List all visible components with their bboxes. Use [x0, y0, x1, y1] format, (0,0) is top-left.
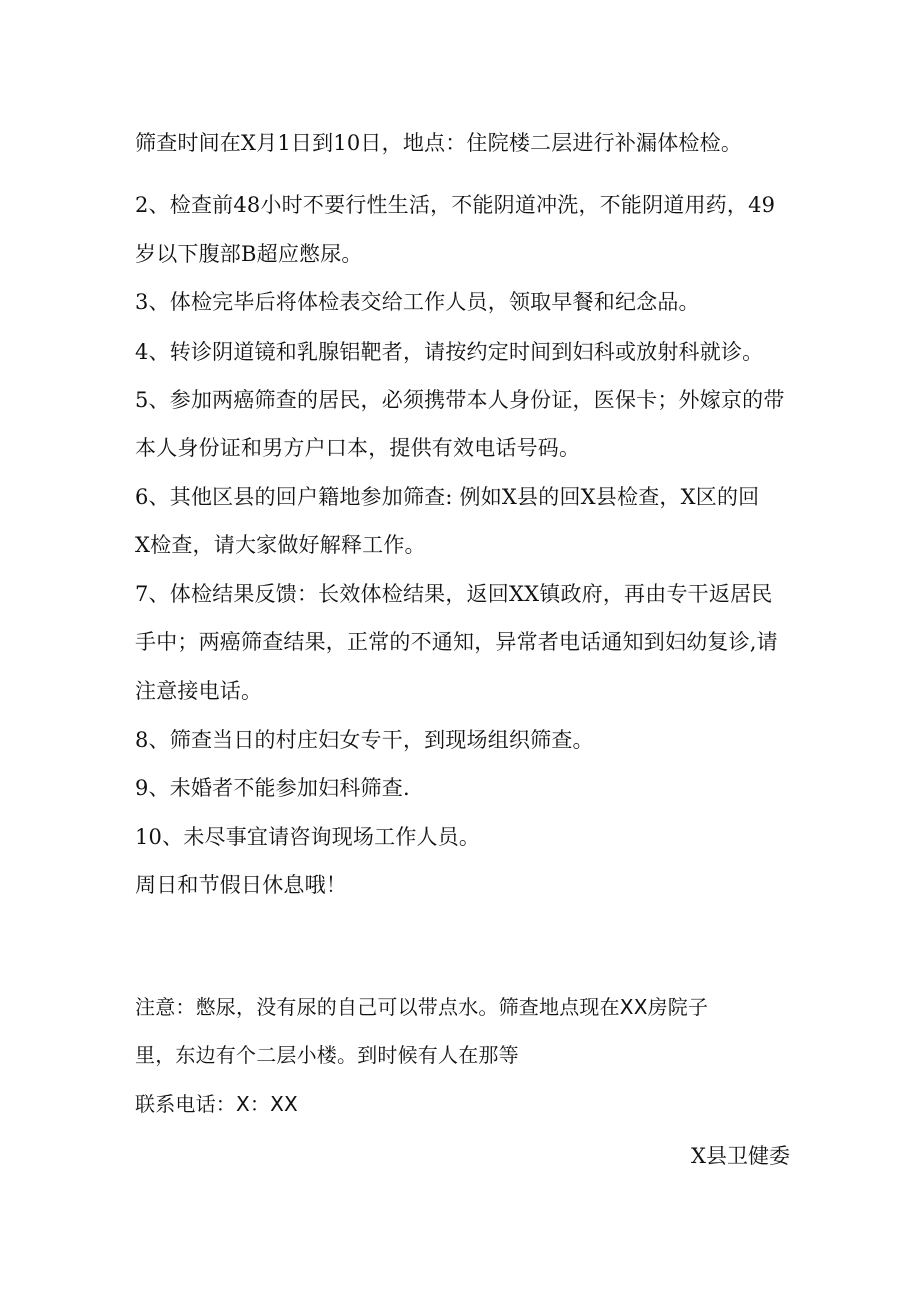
text-line-schedule: 筛查时间在X月1日到10日，地点：住院楼二层进行补漏体检检。 [135, 131, 743, 155]
contact-phone: 联系电话：X：XX [135, 1092, 298, 1116]
text-line-item-3: 3、体检完毕后将体检表交给工作人员，领取早餐和纪念品。 [135, 290, 700, 314]
text-line-item-4: 4、转诊阴道镜和乳腺铝靶者，请按约定时间到妇科或放射科就诊。 [135, 340, 764, 364]
text-line-item-2-cont: 岁以下腹部B超应憋尿。 [135, 242, 363, 266]
note-line-1: 注意：憋尿，没有尿的自己可以带点水。筛查地点现在XX房院子 [135, 995, 709, 1019]
text-line-item-9: 9、未婚者不能参加妇科筛查. [135, 776, 410, 800]
text-line-item-7: 7、体检结果反馈：长效体检结果，返回XX镇政府，再由专干返居民 [135, 582, 773, 606]
text-line-holiday: 周日和节假日休息哦！ [135, 873, 347, 897]
text-line-item-2: 2、检查前48小时不要行性生活，不能阴道冲洗，不能阴道用药，49 [135, 193, 776, 217]
text-line-item-7-cont: 手中；两癌筛查结果，正常的不通知，异常者电话通知到妇幼复诊,请 [135, 630, 778, 654]
text-line-item-5-cont: 本人身份证和男方户口本，提供有效电话号码。 [135, 436, 581, 460]
text-line-item-6: 6、其他区县的回户籍地参加筛查: 例如X县的回X县检查，X区的回 [135, 485, 760, 509]
text-line-item-5: 5、参加两癌筛查的居民，必须携带本人身份证，医保卡；外嫁京的带 [135, 388, 785, 412]
text-line-item-10: 10、未尽事宜请咨询现场工作人员。 [135, 825, 481, 849]
text-line-item-6-cont: X检查，请大家做好解释工作。 [135, 533, 426, 557]
text-line-item-7-end: 注意接电话。 [135, 679, 263, 703]
issuer-signature: X县卫健委 [691, 1144, 790, 1168]
note-line-2: 里，东边有个二层小楼。到时候有人在那等 [135, 1043, 519, 1067]
text-line-item-8: 8、筛查当日的村庄妇女专干，到现场组织筛查。 [135, 728, 594, 752]
